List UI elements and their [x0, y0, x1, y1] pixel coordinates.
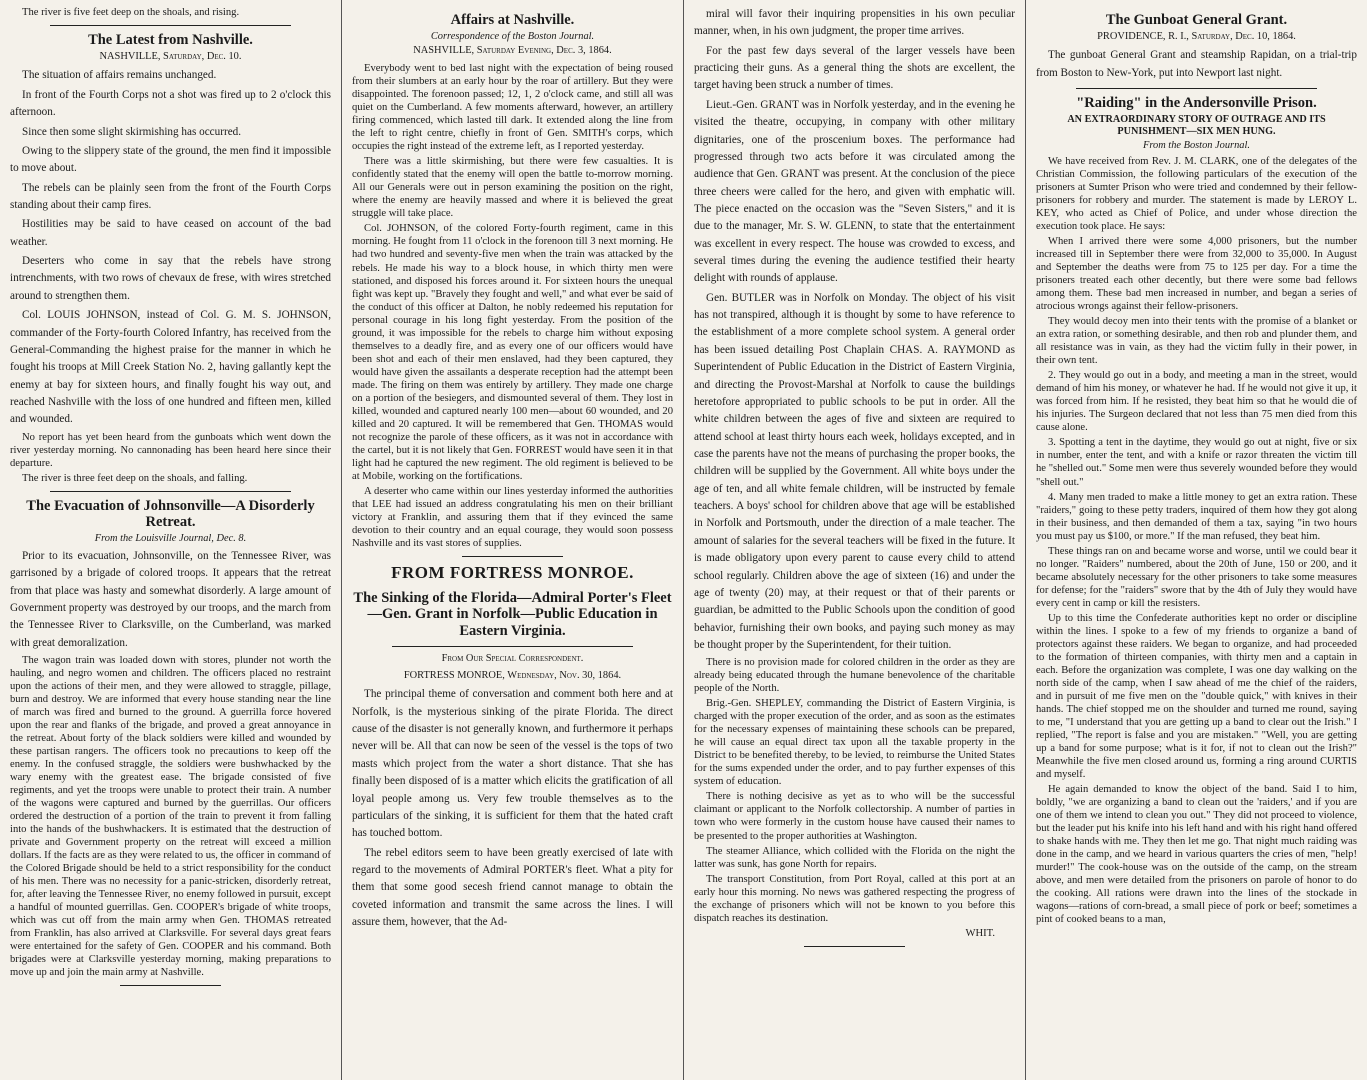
column-3: [684, 0, 1026, 1080]
column-2: [342, 0, 684, 1080]
paragraph: In front of the Fourth Corps not a shot was fired up to 2 o'clock this afternoon.: [10, 88, 331, 119]
paragraph: The transport Constitution, from Port Royal, called at this port at an early hour this morning. No news was gathered respecting the progress of the exchange of prisoners which will not be known to you before this dispatch reaches its destination.: [694, 873, 1015, 924]
source-line: Correspondence of the Boston Journal.: [430, 30, 595, 42]
paragraph: Prior to its evacuation, Johnsonville, on the Tennessee River, was garrisoned by a brigade of colored troops. It appears that the retreat from that place was hasty and somewhat disorderly. A large amount of Government property was destroyed by our troops, and the march from the Tennessee River to Clarksville, on the Cumberland, was marked with great demoralization.: [10, 549, 331, 649]
article-headline: The Gunboat General Grant.: [1105, 12, 1288, 28]
paragraph: These things ran on and became worse and worse, until we could bear it no longer. "Raiders" numbered, about the 20th of June, 150 or 200, and it became absolutely necessary for the other prisoners to take some measures for defense; for the "raiders" swore that by the 4th of July they would have every cent in camp or kill the resisters.: [1036, 545, 1357, 609]
paragraph: A deserter who came within our lines yesterday informed the authorities that LEE had issued an address congratulating his men on their brilliant victory at Franklin, and assuring them that if they evinced the same devotion to their country and an equal courage, they would soon possess Nashville and its vast stores of supplies.: [352, 485, 673, 549]
column-4: [1026, 0, 1367, 1080]
subheadline: AN EXTRAORDINARY STORY OF OUTRAGE AND ITS PUNISHMENT—SIX MEN HUNG.: [1067, 113, 1326, 138]
paragraph: Up to this time the Confederate authorities kept no order or discipline within the lines. I spoke to a few of my friends to organize a band of protectors against these raiders. We began to organize, and had proceeded to the formation of thirteen companies, with thirty men and a captain in each. Before the organization was complete, I was one day walking on the north side of the camp, when I saw ahead of me the chief of the raiders, and in pursuit of me five men on the "double quick," with knives in their hands. The chief stopped me on the shoulder and turned me round, saying to me, "I understand that you are getting up a band to clear out the Irish." I replied, "The report is false and you are mistaken." "Well, you are getting up a band for some purpose; what is it for, if not to clean out the Irish?" Meanwhile the five men closed around us, forming a ring around CURTIS and myself.: [1036, 612, 1357, 780]
article-headline: The Sinking of the Florida—Admiral Porter's Fleet—Gen. Grant in Norfolk—Public Education in Eastern Virginia.: [353, 589, 672, 640]
article-headline: Affairs at Nashville.: [450, 12, 575, 28]
dateline: From Our Special Correspondent.: [441, 652, 584, 664]
paragraph: Since then some slight skirmishing has occurred.: [22, 125, 242, 138]
paragraph: The situation of affairs remains unchanged.: [22, 69, 217, 82]
paragraph: We have received from Rev. J. M. CLARK, one of the delegates of the Christian Commission, the following particulars of the execution of the prisoners at Sumter Prison who were tried and condemned by their fellow-prisoners for robbery and murder. The statement is made by LEROY L. KEY, who acted as Chief of Police, and under whose direction the execution took place. He says:: [1036, 156, 1357, 233]
source-line: From the Boston Journal.: [1143, 140, 1250, 152]
paragraph: Lieut.-Gen. GRANT was in Norfolk yesterday, and in the evening he visited the theatre, occupying, in company with other military dignitaries, one of the proscenium boxes. The performance had progressed through two acts before it was circulated among the audience that Gen. GRANT was present. At the conclusion of the piece three cheers were called for the hero, and given with emphatic will. The piece enacted on the occasion was the "Seven Sisters," and it is due to the manager, Mr. S. W. GLENN, to state that the entertainment was excellent in every respect. The house was crowded to excess, and several times during the evening the audience testified their hearty delight with rounds of applause.: [694, 98, 1015, 285]
paragraph: He again demanded to know the object of the band. Said I to him, boldly, "we are organizing a band to clean out the 'raiders,' and if you are one of them we intend to clean you out." They did not proceed to violence, but the leader put his knife into his left hand and with his right hand offered to shake hands with me. They then let me go. That night much raiding was done in the camp, and we heard in various quarters the cries of men, "help! murder!" The cook-house was on the outside of the camp, on the stream above, and men were detailed from the prisoners on parole of honor to do the cooking. All rations were drawn into the lines of the stockade in wagons—rations of corn-bread, a small piece of pork or beef; sometimes a pint of cooked beans to a man,: [1036, 783, 1357, 926]
paragraph: The rebel editors seem to have been greatly exercised of late with regard to the movements of Admiral PORTER's fleet. What a pity for them that some good secesh friend cannot manage to obtain the coveted information and transmit the same across the lines. I will assure them, however, that the Ad-: [352, 846, 673, 929]
paragraph: For the past few days several of the larger vessels have been practicing their guns. As a general thing the shots are excellent, the target having been struck a number of times.: [694, 44, 1015, 92]
dateline: FORTRESS MONROE, Wednesday, Nov. 30, 1864.: [403, 669, 622, 681]
column-rule: [50, 25, 291, 26]
column-rule: [1076, 88, 1317, 89]
paragraph: They would decoy men into their tents with the promise of a blanket or an extra ration, or something desirable, and then rob and plunder them, and all resistance was in vain, as they had the victim fully in their power, in their own tent.: [1036, 316, 1357, 367]
section-divider: [120, 985, 221, 986]
signature: WHIT.: [965, 927, 995, 939]
paragraph: 2. They would go out in a body, and meeting a man in the street, would demand of him his money, or whatever he had. If he would not give it up, it was forced from him. If he resisted, they beat him so that he would die of his injuries. The Surgeon declared that not less than 75 men died from this cause alone.: [1036, 370, 1357, 434]
paragraph: There is no provision made for colored children in the order as they are already being educated through the humane benevolence of the charitable people of the North.: [694, 657, 1015, 695]
paragraph: The principal theme of conversation and comment both here and at Norfolk, is the mysterious sinking of the pirate Florida. The direct cause of the disaster is not generally known, and furthermore it perhaps never will be. All that can now be seen of the vessel is the tops of two masts which project from the water a short distance. That she has finally been disposed of is a matter which elicits the gratification of all loyal people among us. Very few trouble themselves as to the particulars of the sinking, it is sufficient for them that the hated craft has touched bottom.: [352, 688, 673, 840]
dateline: NASHVILLE, Saturday Evening, Dec. 3, 1864.: [413, 45, 612, 57]
paragraph: Col. LOUIS JOHNSON, instead of Col. G. M. S. JOHNSON, commander of the Forty-fourth Colored Infantry, has received from the General-Commanding the highest praise for the manner in which he fought his troops at Mill Creek Station No. 2, having gallantly kept the enemy at bay for sixteen hours, and finally fought his way out, and reached Nashville with the loss of one hundred and fifteen men, killed and wounded.: [10, 309, 331, 426]
column-rule: [392, 646, 633, 647]
paragraph: The gunboat General Grant and steamship Rapidan, on a trial-trip from Boston to New-York, put into Newport last night.: [1036, 49, 1357, 79]
section-divider: [462, 556, 563, 557]
paragraph: The wagon train was loaded down with stores, plunder not worth the hauling, and negro women and children. The officers placed no restraint upon the actions of their men, and they were allowed to straggle, pillage, burn and destroy. We are informed that every house standing near the line of march was fired and burned to the ground. A guerrilla force hovered upon the rear and flanks of the brigade, and proved a great annoyance in the retreat. About forty of the black soldiers were killed and wounded by these partisan rangers. The officers took no precautions to keep off the enemy. In the confused straggle, the soldiers were bushwhacked by the wary enemy with the greatest ease. The brigade consisted of five regiments, and yet the troops were unable to protect their train. A number of the wagons were captured and burned by the guerrillas. Our officers ordered the destruction of a portion of the train to prevent it from falling into the hands of the bushwhackers. It is estimated that the destruction of private and Government property on the retreat will exceed a million dollars. If the facts are as they were related to us, the officer in command of the Colored Brigade should be held to a strict responsibility for the conduct of his men. There was no necessity for a panic-stricken, disorderly retreat, for, after leaving the Tennessee River, no enemy followed in pursuit, except a handful of mounted guerrillas. Gen. COOPER's brigade of white troops, which was cut off from the main army when Gen. THOMAS retreated from Franklin, has also arrived at Clarksville. For several days great fears were entertained for the safety of Gen. COOPER and his command. Both brigades were at Clarksville yesterday morning, making preparations to move up and join the main army at Nashville.: [10, 655, 331, 979]
paragraph: The rebels can be plainly seen from the front of the Fourth Corps standing about their camp fires.: [10, 181, 331, 211]
paragraph: Everybody went to bed last night with the expectation of being roused from their slumbers at an early hour by the roar of artillery. But they were disappointed. The forenoon passed; 12, 1, 2 o'clock came, and still all was quiet on the Cumberland. A few moments afterward, however, an artillery firing commenced, which lasted till dark. It extended along the line from the left to right centre, chiefly in front of Gen. SMITH's corps, which occupies the right instead of the extreme left, as I reported yesterday.: [352, 63, 673, 153]
column-1: [0, 0, 342, 1080]
paragraph: Hostilities may be said to have ceased on account of the bad weather.: [10, 218, 331, 248]
paragraph: There is nothing decisive as yet as to who will be the successful claimant or applicant to the Norfolk collectorship. A number of parties in town who were formerly in the custom house have caused their names to be presented to the proper authorities at Washington.: [694, 791, 1015, 842]
paragraph: The river is three feet deep on the shoals, and falling.: [22, 472, 248, 484]
paragraph: No report has yet been heard from the gunboats which went down the river yesterday morning. No cannonading has been heard here since their departure.: [10, 431, 331, 469]
paragraph: There was a little skirmishing, but there were few casualties. It is confidently stated that the enemy will open the battle to-morrow morning. All our Generals were out in person examining the position on the right, where the enemy are heavily massed and where it is believed the great struggle will take place.: [352, 156, 673, 220]
column-rule: [50, 491, 291, 492]
section-heading: FROM FORTRESS MONROE.: [391, 562, 634, 582]
dateline: PROVIDENCE, R. I., Saturday, Dec. 10, 1864.: [1097, 30, 1296, 42]
paragraph: 3. Spotting a tent in the daytime, they would go out at night, five or six in number, enter the tent, and with a knife or razor threaten the victim till he "shelled out." Some men were thus severely wounded before they would "shell out.": [1036, 437, 1357, 488]
paragraph: Gen. BUTLER was in Norfolk on Monday. The object of his visit has not transpired, although it is thought by some to have reference to the establishment of a more complete school system. A general order has been issued detailing Post Chaplain CHAS. A. RAYMOND as Superintendent of Public Education in the District of Eastern Virginia, and directing the Provost-Marshal at Norfolk to cause the buildings heretofore appropriated to public schools to be put in order. All the white children between the ages of five and sixteen are required to attend school at least thirty hours each week, holidays excepted, and in case the parents have not the means of purchasing the proper books, the children will be supplied by the Government. All white boys under the age of ten, and all white female children, will be instructed by female teachers. A boys' school for children above that age will be established in Norfolk and Portsmouth, under the direction of a male teacher. The amount of salaries for the several teachers will be fixed in the future. It is made obligatory upon every parent to cause every child to attend school regularly. Children above the age of sixteen (16) and under the age of twenty (20) may, at their request or that of their parents or guardian, be admitted to the Public Schools upon the condition of good behavior, furnishing their own books, and paying such money as may be thought proper by the Superintendent, for their tuition.: [694, 291, 1015, 651]
article-headline: The Latest from Nashville.: [88, 32, 253, 49]
paragraph: Brig.-Gen. SHEPLEY, commanding the District of Eastern Virginia, is charged with the proper execution of the order, and as soon as the estimates for the necessary expenses of maintaining these schools can be prepared, he will cause an equal direct tax upon all the taxable property in the District to be benefited thereby, to be levied, to reimburse the United States for the sums expended under the order, and to pay further expenses of this system of education.: [694, 698, 1015, 788]
article-headline: The Evacuation of Johnsonville—A Disorderly Retreat.: [26, 497, 315, 531]
paragraph: Deserters who come in say that the rebels have strong intrenchments, with two rows of chevaux de frese, with wires stretched around to strengthen them.: [10, 255, 331, 302]
paragraph: 4. Many men traded to make a little money to get an extra ration. These "raiders," going to these petty traders, inquired of them how they got along in their business, and then demanded of them a tax, saying "in two hours you must pay us $100, or more." If the man refused, they beat him.: [1036, 491, 1357, 542]
paragraph: The river is five feet deep on the shoals, and rising.: [22, 7, 240, 18]
paragraph: miral will favor their inquiring propensities in his own peculiar manner, when, in his own judgment, the proper time arrives.: [694, 8, 1015, 38]
paragraph: Col. JOHNSON, of the colored Forty-fourth regiment, came in this morning. He fought from 11 o'clock in the forenoon till 3 next morning. He had two hundred and seventy-five men when the train was attacked by the rebels. He made his way to a block house, in which thirty men were stationed, and disposed his forces around it. For sixteen hours the unequal fight was kept up. "Bravely they fought and well," and what ever be said of the conduct of this officer at Dalton, he nobly redeemed his reputation for personal courage in his long fight yesterday. From the position of the ground, it was impossible for the rebels to charge him without exposing themselves to a deadly fire, and as every one of our officers would have been shot and each of their men enslaved, had they been captured, they would have given the assailants a desperate reception had the attempt been made. The firing on them was entirely by artillery. They made one charge on a portion of the besiegers, and dismounted several of them. They lost in killed, wounded and captured nearly 100 men—about 60 wounded, and 20 killed and 20 captured. It will be remembered that Gen. THOMAS would not recognize the parole of these officers, as it was not in accordance with the cartel, but it is not likely that Gen. FORREST would have seen it in that light had he captured the new regiment. The old regiment is believed to be at Mobile, working on the fortifications.: [352, 223, 673, 482]
article-headline: "Raiding" in the Andersonville Prison.: [1076, 95, 1317, 112]
paragraph: Owing to the slippery state of the ground, the men find it impossible to move about.: [10, 144, 331, 175]
paragraph: When I arrived there were some 4,000 prisoners, but the number increased till in September there were from 32,000 to 35,000. In August and September the deaths were from 75 to 125 per day. For a time the prisoners treated each other decently, but there were some bad fellows among them. These bad men increased in number, and began a series of atrocious wrongs against their fellow-prisoners.: [1036, 236, 1357, 313]
source-line: From the Louisville Journal, Dec. 8.: [94, 533, 247, 545]
dateline: NASHVILLE, Saturday, Dec. 10.: [99, 50, 242, 62]
section-divider: [804, 946, 905, 947]
paragraph: The steamer Alliance, which collided with the Florida on the night the latter was sunk, has gone North for repairs.: [694, 845, 1015, 870]
